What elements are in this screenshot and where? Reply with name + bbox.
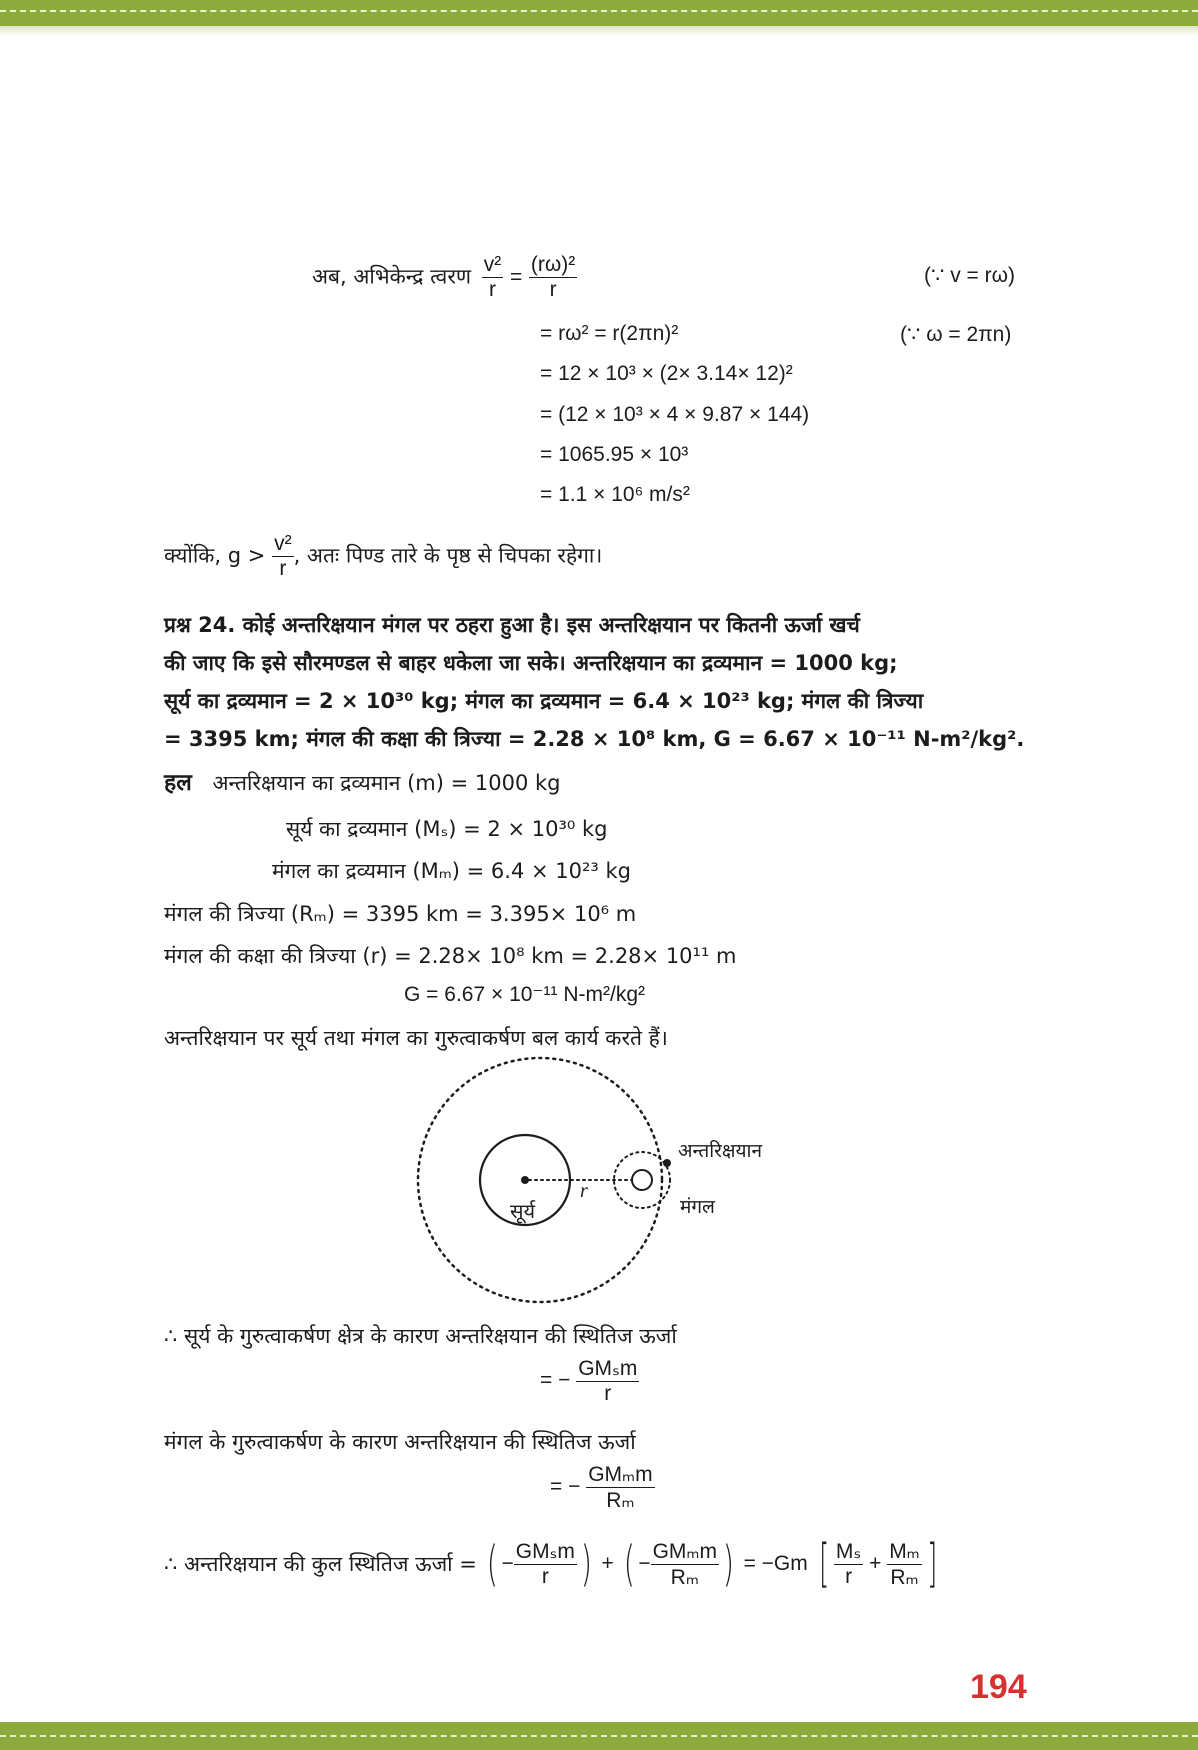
mm-over-rm-fraction [887,1539,922,1590]
frac-den: r [604,1382,612,1405]
centripetal-label: अब, अभिकेन्द्र त्वरण [312,264,472,289]
conclusion-line [164,532,602,581]
solution-line7: अन्तरिक्षयान पर सूर्य तथा मंगल का गुरुत्वाकर्षण बल कार्य करते हैं। [164,1026,668,1050]
question-line1 [164,608,860,643]
note-v-rw: (∵ v = rω) [924,264,1016,287]
open-paren: ( [486,1536,498,1592]
total-pe-line [164,1534,942,1598]
frac-num: v² [274,532,292,555]
frac-den: Rₘ [670,1565,699,1589]
minus-prefix: = − [540,1368,571,1392]
ms-over-r-fraction [834,1539,863,1589]
v2-over-r-fraction [482,253,504,302]
solution-line1 [164,765,561,797]
r-label: r [580,1180,588,1202]
close-paren: ) [722,1536,734,1592]
frac-num: (rω)² [530,253,576,276]
frac-num: GMₛm [578,1357,638,1380]
mars-circle [632,1170,652,1190]
open-paren: ( [623,1536,635,1592]
question-line3: सूर्य का द्रव्यमान = 2 × 10³⁰ kg; मंगल का द्रव्यमान = 6.4 × 10²³ kg; मंगल की त्रिज्या [164,689,924,713]
spacecraft-label: अन्तरिक्षयान [678,1140,762,1162]
conclusion-prefix: क्योंकि, g > [164,543,266,568]
sun-pe-formula [540,1356,639,1406]
close-bracket: ] [926,1534,937,1594]
question-text-1: कोई अन्तरिक्षयान मंगल पर ठहरा हुआ है। इस अन्तरिक्षयान पर कितनी ऊर्जा खर्च [242,613,860,637]
question-line2: की जाए कि इसे सौरमण्डल से बाहर धकेला जा सके। अन्तरिक्षयान का द्रव्यमान = 1000 kg; [164,651,898,675]
frac-num: GMₘm [652,1539,717,1563]
mars-label: मंगल [680,1196,715,1218]
minus-prefix: = − [550,1475,581,1499]
open-bracket: [ [818,1534,829,1594]
equals-sign: = [509,265,523,289]
gmsm-over-r-fraction [514,1539,577,1589]
frac-den: r [489,278,497,301]
solution-line5: मंगल की कक्षा की त्रिज्या (r) = 2.28× 10⁸ km = 2.28× 10¹¹ m [164,944,737,968]
frac-den: r [845,1565,853,1588]
frac-num: Mₘ [889,1539,920,1563]
mars-pe-formula [550,1462,655,1513]
mars-pe-text: मंगल के गुरुत्वाकर्षण के कारण अन्तरिक्षयान की स्थितिज ऊर्जा [164,1430,636,1454]
frac-den: r [541,1565,549,1588]
plus-sign: + [869,1552,882,1575]
close-paren: ) [580,1536,592,1592]
page-number: 194 [970,1668,1027,1706]
frac-den: r [549,278,557,301]
question-label: प्रश्न 24. [164,613,236,637]
frac-num: v² [483,253,502,276]
note-w-2pin: (∵ ω = 2πn) [900,323,1012,346]
spacecraft-dot [663,1159,671,1167]
equals-minus-gm: = −Gm [743,1552,808,1575]
calc-line4: = (12 × 10³ × 4 × 9.87 × 144) [540,403,810,426]
solution-line2: सूर्य का द्रव्यमान (Mₛ) = 2 × 10³⁰ kg [286,817,608,841]
bottom-border [0,1722,1198,1750]
calc-line2: = rω² = r(2πn)² [540,322,679,345]
calc-line5: = 1065.95 × 10³ [540,443,689,466]
solution-line4: मंगल की त्रिज्या (Rₘ) = 3395 km = 3.395× 10⁶ m [164,902,637,926]
rw2-over-r-fraction [529,253,577,302]
minus-sign: − [638,1552,651,1575]
plus-sign: + [601,1552,614,1575]
top-border-shadow [0,26,1198,36]
sun-centre [521,1176,529,1184]
centripetal-line1 [312,253,577,302]
total-pe-label: ∴ अन्तरिक्षयान की कुल स्थितिज ऊर्जा = [164,1552,477,1576]
gmmm-over-rm-fraction [586,1462,654,1513]
frac-num: GMₘm [588,1463,653,1486]
conclusion-suffix: , अतः पिण्ड तारे के पृष्ठ से चिपका रहेगा। [293,543,603,568]
v2-over-r-fraction [272,532,294,581]
frac-den: Rₘ [890,1565,919,1589]
calc-line6: = 1.1 × 10⁶ m/s² [540,483,690,506]
sun-pe-text: ∴ सूर्य के गुरुत्वाकर्षण क्षेत्र के कारण अन्तरिक्षयान की स्थितिज ऊर्जा [164,1324,677,1348]
frac-den: Rₘ [606,1489,635,1512]
orbit-diagram [380,1050,800,1310]
sun-label: सूर्य [510,1199,536,1223]
minus-sign: − [501,1552,514,1575]
calc-line3: = 12 × 10³ × (2× 3.14× 12)² [540,362,793,385]
top-border [0,0,1198,26]
gmsm-over-r-fraction [576,1356,639,1406]
question-line4: = 3395 km; मंगल की कक्षा की त्रिज्या = 2.28 × 10⁸ km, G = 6.67 × 10⁻¹¹ N-m²/kg². [164,727,1025,751]
solution-text-1: अन्तरिक्षयान का द्रव्यमान (m) = 1000 kg [212,771,561,795]
solution-label: हल [164,770,192,796]
frac-num: GMₛm [515,1540,575,1563]
gmmm-over-rm-fraction [651,1539,719,1590]
solution-line6: G = 6.67 × 10⁻¹¹ N-m²/kg² [404,983,645,1006]
solution-line3: मंगल का द्रव्यमान (Mₘ) = 6.4 × 10²³ kg [272,859,631,883]
frac-num: Mₛ [835,1540,862,1563]
frac-den: r [279,557,287,580]
